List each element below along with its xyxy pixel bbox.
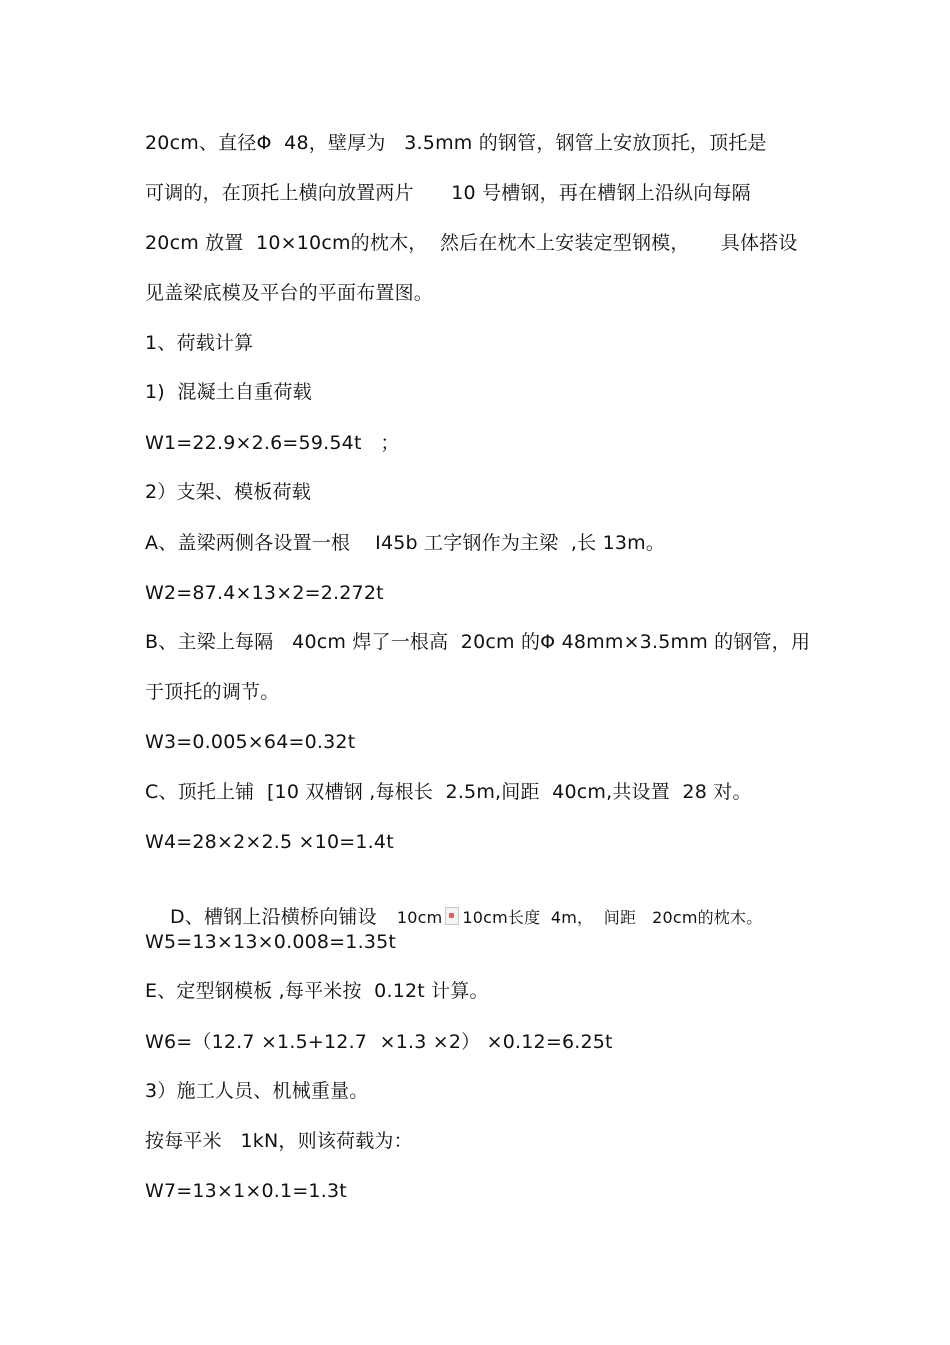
subheading-support-formwork: 2）支架、模板荷载 — [145, 481, 311, 503]
item-a-text: A、盖梁两侧各设置一根 I45b 工字钢作为主梁 ,长 13m。 — [145, 532, 666, 554]
formula-w6: W6=（12.7 ×1.5+12.7 ×1.3 ×2） ×0.12=6.25t — [145, 1031, 613, 1053]
paragraph-line-3: 20cm 放置 10×10cm的枕木， 然后在枕木上安装定型钢模， 具体搭设 — [145, 232, 798, 254]
formula-w1: W1=22.9×2.6=59.54t ； — [145, 432, 400, 454]
formula-w4: W4=28×2×2.5 ×10=1.4t — [145, 831, 394, 853]
item-c-text: C、顶托上铺 [10 双槽钢 ,每根长 2.5m,间距 40cm,共设置 28 对。 — [145, 781, 752, 803]
formula-w3: W3=0.005×64=0.32t — [145, 731, 356, 753]
item-b-text-cont: 于顶托的调节。 — [145, 681, 280, 703]
paragraph-line-2: 可调的，在顶托上横向放置两片 10 号槽钢，再在槽钢上沿纵向每隔 — [145, 182, 751, 204]
formula-w7: W7=13×1×0.1=1.3t — [145, 1180, 347, 1202]
formula-w2: W2=87.4×13×2=2.272t — [145, 582, 384, 604]
formula-w5: W5=13×13×0.008=1.35t — [145, 931, 397, 953]
subheading-personnel-load: 3）施工人员、机械重量。 — [145, 1080, 369, 1102]
paragraph-line-4: 见盖梁底模及平台的平面布置图。 — [145, 282, 434, 304]
broken-image-icon — [445, 907, 459, 925]
item-d-label: D、槽钢上沿横桥向铺设 — [169, 906, 377, 928]
item-d-size-2: 10cm长度 4m， 间距 20cm的枕木。 — [462, 908, 763, 927]
subheading-concrete-load: 1) 混凝土自重荷载 — [145, 381, 312, 403]
personnel-load-text: 按每平米 1kN，则该荷载为： — [145, 1130, 413, 1152]
item-d-size-1: 10cm — [396, 908, 443, 927]
item-b-text: B、主梁上每隔 40cm 焊了一根高 20cm 的Φ 48mm×3.5mm 的钢管，用 — [145, 631, 811, 653]
item-e-text: E、定型钢模板 ,每平米按 0.12t 计算。 — [145, 980, 489, 1002]
section-heading-load-calc: 1、荷载计算 — [145, 332, 254, 354]
paragraph-line-1: 20cm、直径Φ 48，壁厚为 3.5mm 的钢管，钢管上安放顶托，顶托是 — [145, 132, 767, 154]
